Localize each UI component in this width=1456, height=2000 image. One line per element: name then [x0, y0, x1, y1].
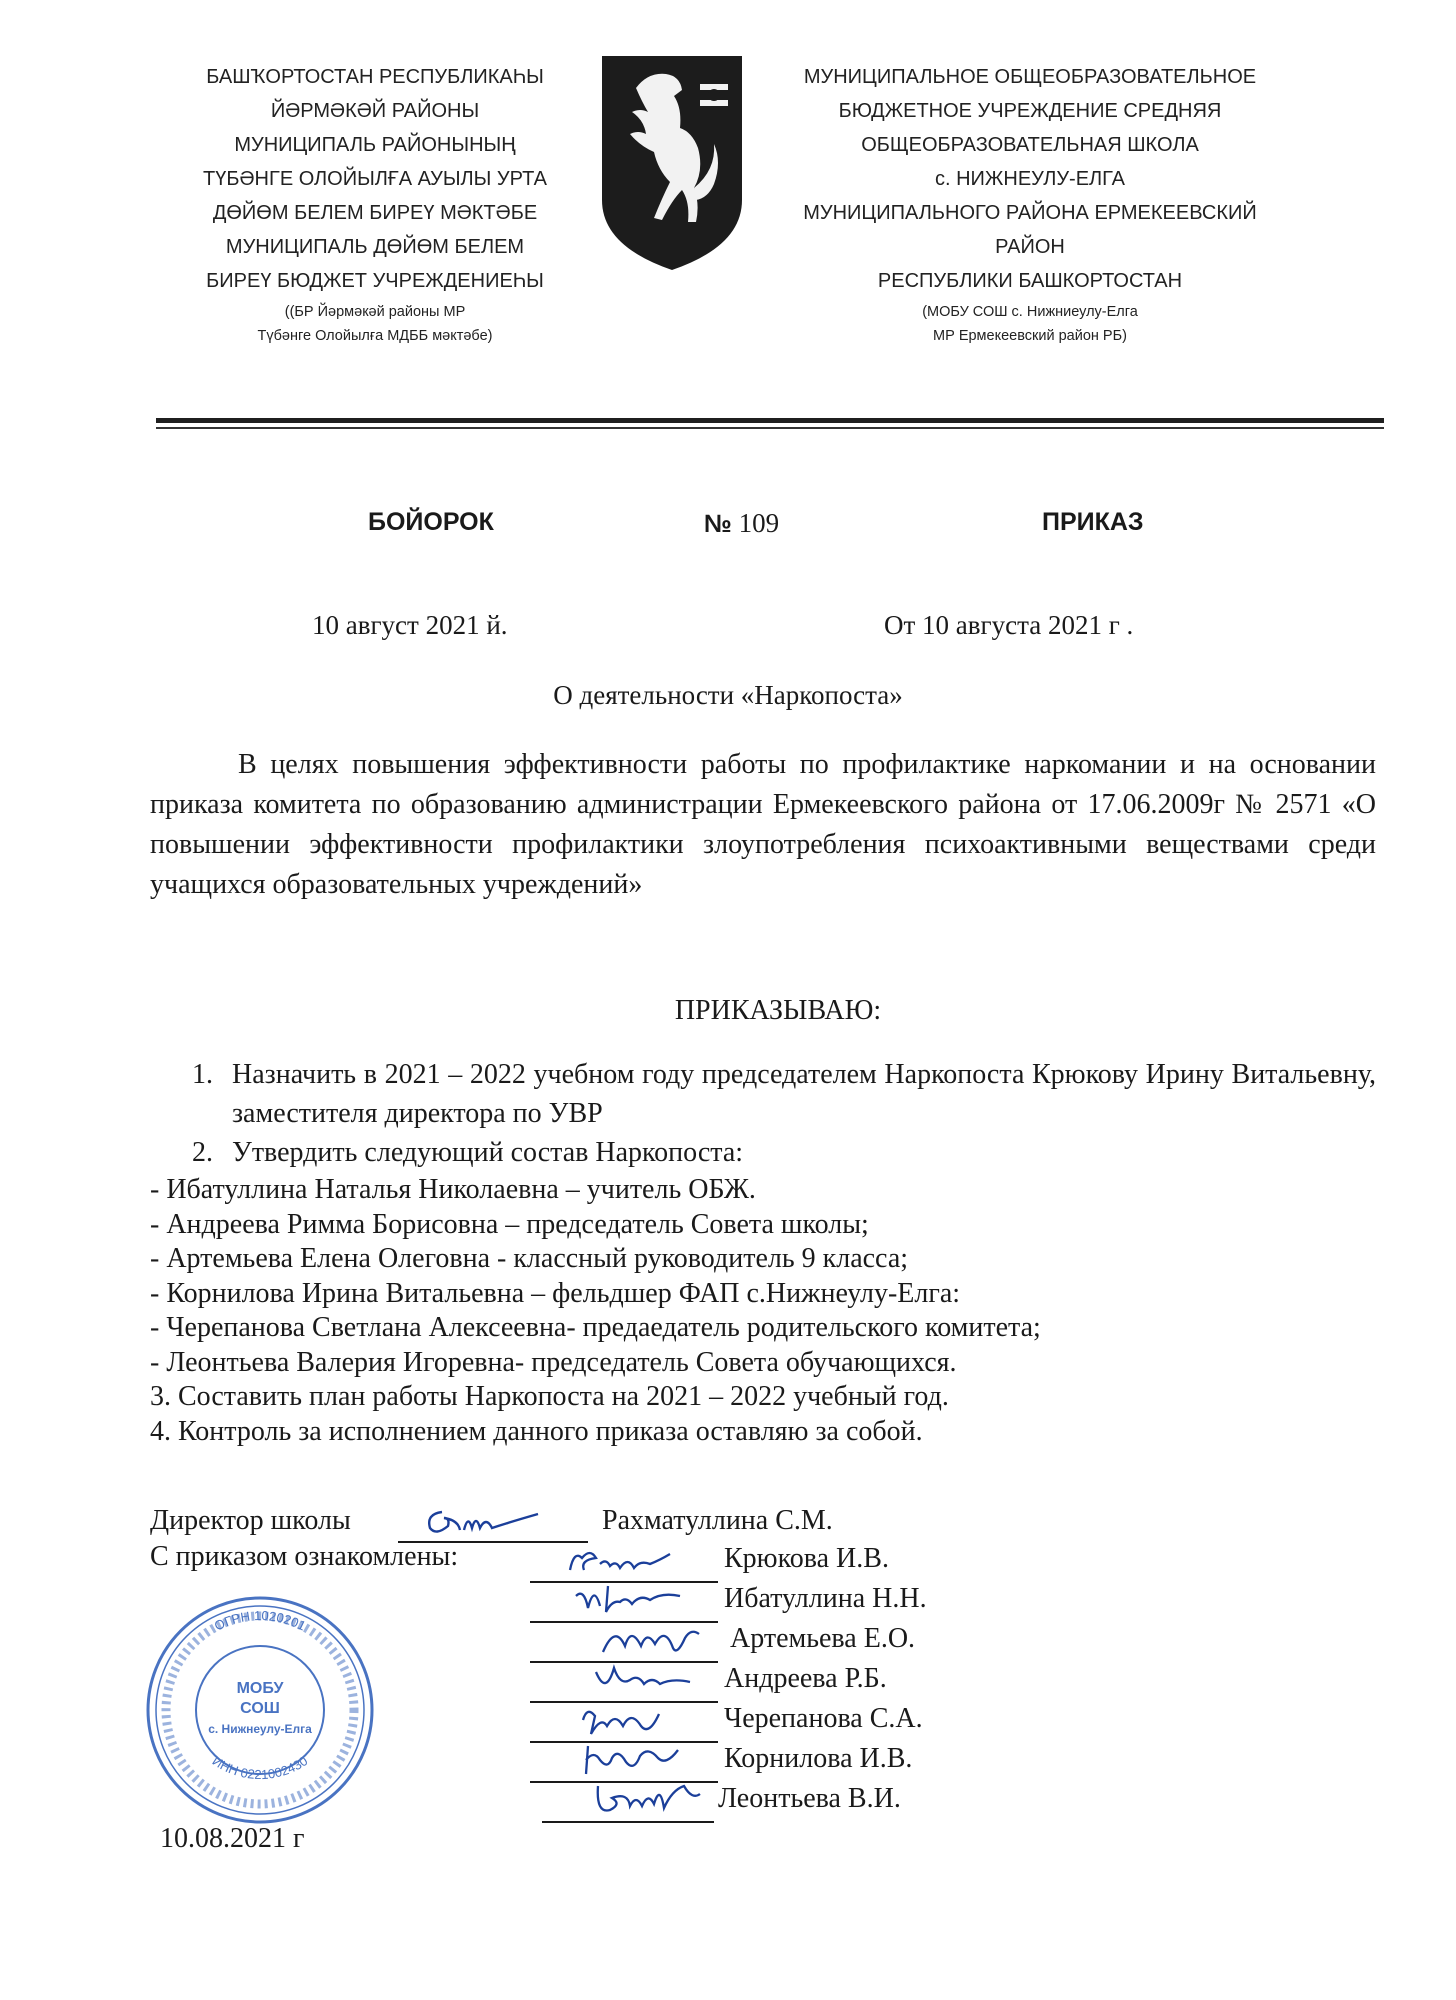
header-divider-thin [156, 427, 1384, 429]
school-stamp [140, 1590, 380, 1830]
header-bashkir [150, 60, 600, 348]
director-label: Директор школы [150, 1505, 351, 1536]
signing-date: 10.08.2021 г [160, 1823, 305, 1854]
order-items [150, 1055, 1376, 1172]
header-line: МУНИЦИПАЛЬ ДӨЙӨМ БЕЛЕМ [225, 236, 525, 258]
header-line: РАЙОН [995, 236, 1065, 258]
header-divider-thick [156, 418, 1384, 423]
order-title-russian: ПРИКАЗ [1042, 508, 1144, 536]
order-item [150, 1133, 1376, 1172]
header-line: БИРЕҮ БЮДЖЕТ УЧРЕЖДЕНИЕҺЫ [206, 270, 544, 292]
acquainted-name: Черепанова С.А. [724, 1703, 923, 1734]
list-item: - Корнилова Ирина Витальевна – фельдшер ФАП с.Нижнеулу-Елга: [150, 1277, 961, 1309]
header-line: МУНИЦИПАЛЬ РАЙОНЫНЫҢ [234, 134, 516, 156]
header-line: ДӨЙӨМ БЕЛЕМ БИРЕҮ МӘКТӘБЕ [212, 202, 538, 224]
header-line: ОБЩЕОБРАЗОВАТЕЛЬНАЯ ШКОЛА [861, 134, 1199, 156]
header-russian [760, 60, 1300, 348]
header-line: БАШҠОРТОСТАН РЕСПУБЛИКАҺЫ [206, 66, 544, 88]
list-item: 4. Контроль за исполнением данного приказа оставляю за собой. [150, 1415, 923, 1447]
header-short-name: (МОБУ СОШ с. Нижниеулу-Елга МР Ермекеевский район РБ) [922, 304, 1138, 344]
list-item: - Андреева Римма Борисовна – председатель Совета школы; [150, 1208, 869, 1240]
list-item: - Артемьева Елена Олеговна - классный руководитель 9 класса; [150, 1243, 909, 1274]
order-subject: О деятельности «Наркопоста» [553, 680, 903, 710]
order-preamble: В целях повышения эффективности работы по профилактике наркомании и на основании приказа комитета по образованию администрации Ермекеевского района от 17.06.2009г № 2571 «О повышении эффективности профилактики злоупотребления психоактивными веществами среди учащихся образовательных учреждений» [150, 749, 1376, 900]
stamp-line1: МОБУ [236, 1680, 284, 1697]
director-signature [420, 1500, 550, 1542]
coat-of-arms-emblem [596, 50, 748, 274]
acquainted-name: Артемьева Е.О. [730, 1623, 916, 1654]
order-number: № 109 [704, 508, 780, 538]
header-line: с. НИЖНЕУЛУ-ЕЛГА [934, 168, 1125, 190]
narcopost-members [150, 1173, 1041, 1449]
stamp-inn: ИНН 0221002430 [209, 1753, 311, 1783]
stamp-ogrn: ОГРН 1020201 [211, 1607, 309, 1634]
list-item: 3. Составить план работы Наркопоста на 2021 – 2022 учебный год. [150, 1381, 949, 1412]
header-line: ТҮБӘНГЕ ОЛОЙЫЛҒА АУЫЛЫ УРТА [203, 168, 547, 190]
director-name: Рахматуллина С.М. [602, 1505, 833, 1536]
header-line: МУНИЦИПАЛЬНОЕ ОБЩЕОБРАЗОВАТЕЛЬНОЕ [803, 66, 1257, 88]
item-number: 1. [192, 1059, 213, 1090]
item-text: Утвердить следующий состав Наркопоста: [232, 1137, 744, 1168]
signature-leontyeva [588, 1774, 708, 1822]
item-text: Назначить в 2021 – 2022 учебном году председателем Наркопоста Крюкову Ирину Витальевну, заместителя директора по УВР [232, 1059, 1376, 1129]
order-title-bashkir: БОЙОРОК [368, 508, 494, 536]
stamp-line2: СОШ [240, 1700, 280, 1717]
acquainted-name: Андреева Р.Б. [724, 1663, 887, 1694]
order-directive: ПРИКАЗЫВАЮ: [674, 995, 882, 1026]
item-number: 2. [192, 1137, 213, 1168]
order-date-russian: От 10 августа 2021 г . [884, 610, 1134, 640]
list-item: - Леонтьева Валерия Игоревна- председатель Совета обучающихся. [150, 1346, 957, 1378]
acquainted-name: Ибатуллина Н.Н. [724, 1583, 927, 1614]
stamp-line3: с. Нижнеулу-Елга [208, 1722, 312, 1736]
header-short-name: ((БР Йәрмәкәй районы МР Түбәнге Олойылға МДББ мәктәбе) [257, 304, 493, 344]
list-item: - Черепанова Светлана Алексеевна- предаедатель родительского комитета; [150, 1312, 1041, 1343]
header-line: РЕСПУБЛИКИ БАШКОРТОСТАН [877, 270, 1183, 292]
list-item: - Ибатуллина Наталья Николаевна – учитель ОБЖ. [150, 1174, 756, 1205]
header-line: БЮДЖЕТНОЕ УЧРЕЖДЕНИЕ СРЕДНЯЯ [838, 100, 1222, 122]
header-line: МУНИЦИПАЛЬНОГО РАЙОНА ЕРМЕКЕЕВСКИЙ [803, 202, 1257, 224]
header-line: ЙӘРМӘКӘЙ РАЙОНЫ [270, 100, 480, 122]
acquainted-name: Леонтьева В.И. [718, 1783, 901, 1814]
acquainted-name: Корнилова И.В. [724, 1743, 913, 1774]
acquainted-name: Крюкова И.В. [724, 1543, 889, 1574]
order-item [150, 1055, 1376, 1133]
acquainted-label: С приказом ознакомлены: [150, 1541, 459, 1572]
order-date-bashkir: 10 август 2021 й. [312, 610, 508, 640]
